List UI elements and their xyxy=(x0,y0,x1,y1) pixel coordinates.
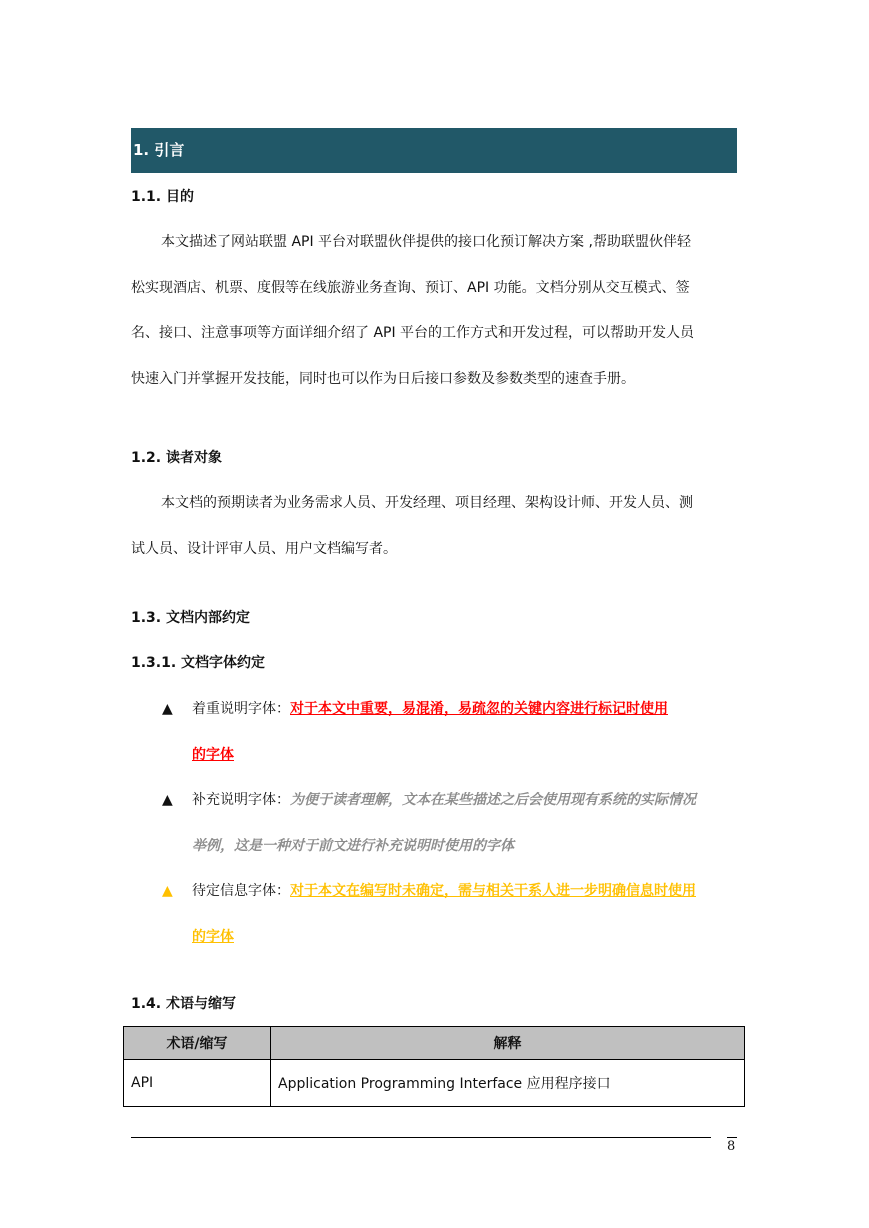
bullet-line xyxy=(192,868,738,914)
section-1-heading: 1. 引言 xyxy=(131,128,737,173)
bullet-emphasis-font xyxy=(192,686,738,778)
bullet-line xyxy=(192,732,738,778)
section-1-1-paragraph xyxy=(131,220,737,402)
supplement-sample-text: 为便于读者理解，文本在某些描述之后会使用现有系统的实际情况 xyxy=(290,792,696,808)
paragraph-line: 本文档的预期读者为业务需求人员、开发经理、项目经理、架构设计师、开发人员、测 xyxy=(161,495,693,511)
bullet-line xyxy=(192,686,738,732)
emphasis-sample-text: 对于本文中重要，易混淆，易疏忽的关键内容进行标记时使用 xyxy=(290,701,668,717)
section-1-3-1-heading: 1.3.1. 文档字体约定 xyxy=(131,655,266,671)
bullet-line xyxy=(192,914,738,960)
table-cell-term: API xyxy=(124,1060,271,1107)
table-header-row xyxy=(124,1027,745,1060)
pending-sample-text: 对于本文在编写时未确定，需与相关干系人进一步明确信息时使用 xyxy=(290,883,696,899)
bullet-triangle-icon: ▲ xyxy=(162,883,173,899)
page-number: 8 xyxy=(727,1139,736,1154)
section-1-4-heading: 1.4. 术语与缩写 xyxy=(131,996,236,1012)
bullet-triangle-icon: ▲ xyxy=(162,792,173,808)
section-1-3-heading: 1.3. 文档内部约定 xyxy=(131,610,250,626)
section-1-1-heading: 1.1. 目的 xyxy=(131,189,194,205)
supplement-sample-text: 举例，这是一种对于前文进行补充说明时使用的字体 xyxy=(192,838,514,854)
table-row xyxy=(124,1060,745,1107)
bullet-line xyxy=(192,777,738,823)
paragraph-line: 快速入门并掌握开发技能，同时也可以作为日后接口参数及参数类型的速查手册。 xyxy=(131,370,635,387)
bullet-label: 补充说明字体： xyxy=(192,792,290,808)
pending-sample-text: 的字体 xyxy=(192,929,234,945)
bullet-pending-font xyxy=(192,868,738,960)
paragraph-line: 松实现酒店、机票、度假等在线旅游业务查询、预订、API 功能。文档分别从交互模式、签 xyxy=(131,279,690,296)
footer-rule xyxy=(131,1137,711,1138)
bullet-supplement-font xyxy=(192,777,738,869)
terms-table xyxy=(123,1026,745,1107)
footer-rule-tick xyxy=(727,1137,737,1138)
emphasis-sample-text: 的字体 xyxy=(192,747,234,763)
section-1-2-heading: 1.2. 读者对象 xyxy=(131,450,222,466)
paragraph-line: 本文描述了网站联盟 API 平台对联盟伙伴提供的接口化预订解决方案 ,帮助联盟伙伴轻 xyxy=(161,234,691,250)
bullet-triangle-icon: ▲ xyxy=(162,701,173,717)
column-header-explanation: 解释 xyxy=(271,1027,745,1060)
paragraph-line: 试人员、设计评审人员、用户文档编写者。 xyxy=(131,540,397,557)
section-1-2-paragraph xyxy=(131,481,737,572)
bullet-label: 着重说明字体： xyxy=(192,701,290,717)
column-header-term: 术语/缩写 xyxy=(124,1027,271,1060)
bullet-label: 待定信息字体： xyxy=(192,883,290,899)
table-cell-explanation: Application Programming Interface 应用程序接口 xyxy=(271,1060,745,1107)
paragraph-line: 名、接口、注意事项等方面详细介绍了 API 平台的工作方式和开发过程，可以帮助开发人员 xyxy=(131,325,695,341)
bullet-line xyxy=(192,823,738,869)
